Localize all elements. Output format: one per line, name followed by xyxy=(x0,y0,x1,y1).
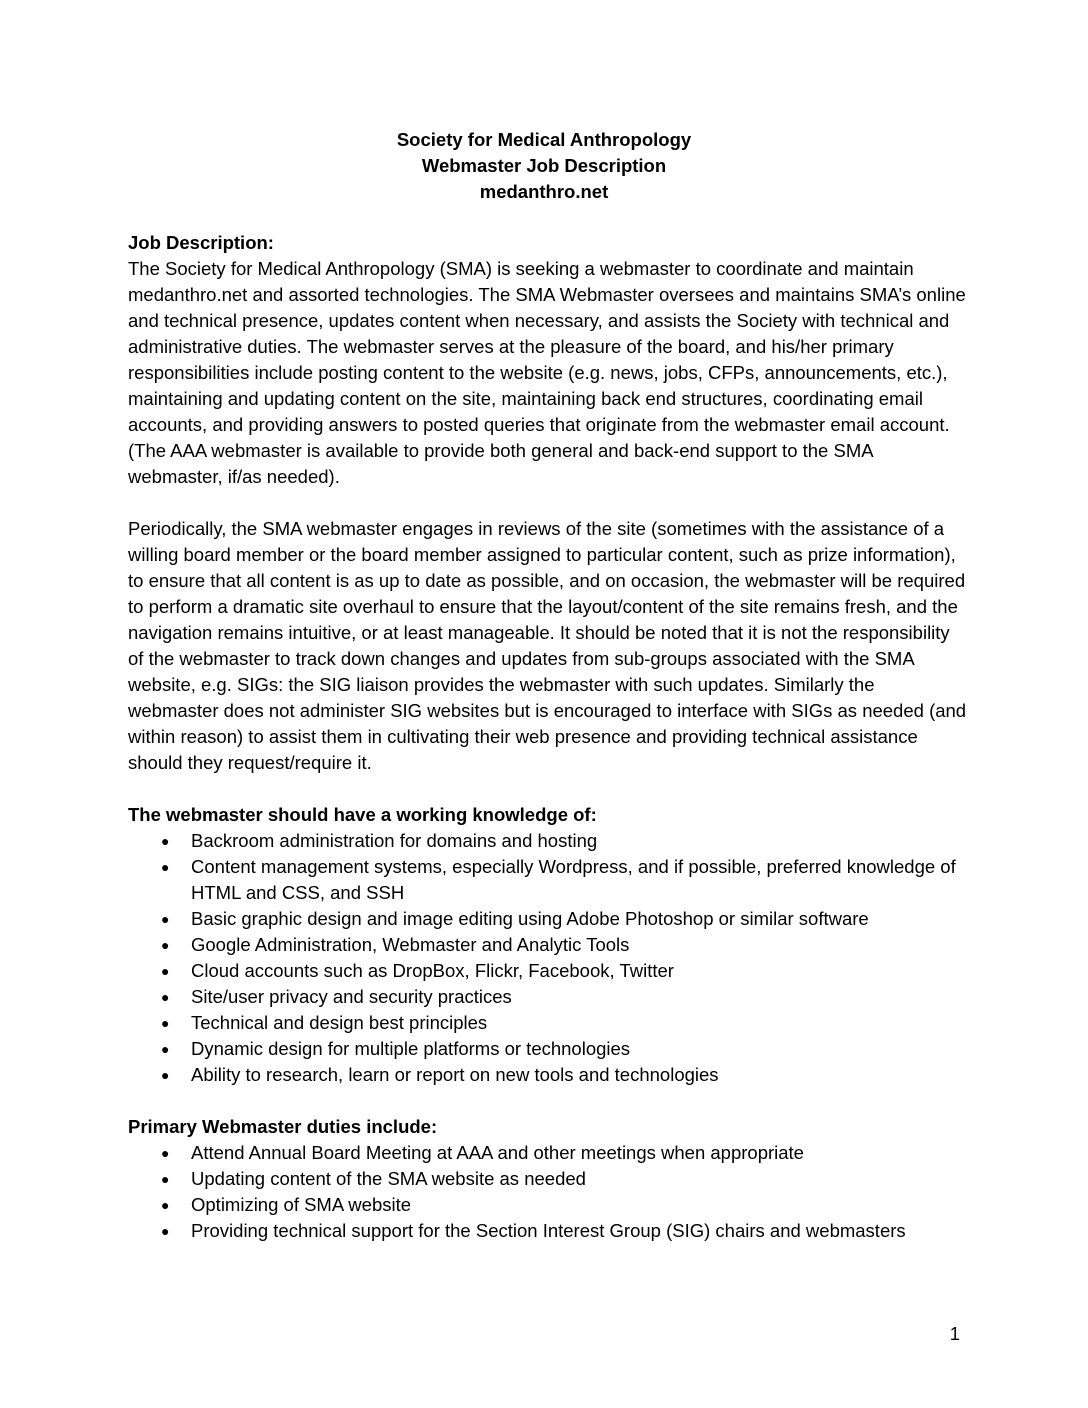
bullet-icon: ● xyxy=(161,1197,170,1213)
bullet-icon: ● xyxy=(161,833,170,849)
list-item-text: Ability to research, learn or report on new tools and technologies xyxy=(191,1064,719,1085)
list-item-text: Cloud accounts such as DropBox, Flickr, Facebook, Twitter xyxy=(191,960,674,981)
list-item-text: Optimizing of SMA website xyxy=(191,1194,412,1215)
list-item xyxy=(128,1218,968,1244)
list-item xyxy=(128,1192,968,1218)
list-item xyxy=(128,958,968,984)
list-item-text: Technical and design best principles xyxy=(191,1012,488,1033)
list-item-text: Basic graphic design and image editing using Adobe Photoshop or similar software xyxy=(191,908,869,929)
list-item xyxy=(128,1062,968,1088)
bullet-icon: ● xyxy=(161,1015,170,1031)
bullet-icon: ● xyxy=(161,1171,170,1187)
header-subtitle: Webmaster Job Description xyxy=(421,155,667,176)
list-item-text: Content management systems, especially Wordpress, and if possible, preferred knowledge of HTML and CSS, and SSH xyxy=(191,856,956,903)
list-item-text: Attend Annual Board Meeting at AAA and other meetings when appropriate xyxy=(191,1142,804,1163)
bullet-icon: ● xyxy=(161,1223,170,1239)
job-description-paragraph-1: The Society for Medical Anthropology (SMA) is seeking a webmaster to coordinate and maintain medanthro.net and assorted technologies. The SMA Webmaster oversees and maintains SMA’s online and technical presence, updates content when necessary, and assists the Society with technical and administrative duties. The webmaster serves at the pleasure of the board, and his/her primary responsibilities include posting content to the website (e.g. news, jobs, CFPs, announcements, etc.), maintaining and updating content on the site, maintaining back end structures, coordinating email accounts, and providing answers to posted queries that originate from the webmaster email account. (The AAA webmaster is available to provide both general and back-end support to the SMA webmaster, if/as needed). xyxy=(128,258,966,487)
bullet-icon: ● xyxy=(161,937,170,953)
list-item xyxy=(128,932,968,958)
bullet-icon: ● xyxy=(161,963,170,979)
document-header xyxy=(0,127,1088,205)
list-item xyxy=(128,906,968,932)
knowledge-list xyxy=(128,828,968,1088)
bullet-icon: ● xyxy=(161,1067,170,1083)
job-description-heading: Job Description: xyxy=(128,232,274,253)
list-item xyxy=(128,1010,968,1036)
bullet-icon: ● xyxy=(161,989,170,1005)
list-item-text: Dynamic design for multiple platforms or technologies xyxy=(191,1038,631,1059)
list-item xyxy=(128,828,968,854)
list-item xyxy=(128,854,968,906)
list-item-text: Site/user privacy and security practices xyxy=(191,986,512,1007)
bullet-icon: ● xyxy=(161,1145,170,1161)
list-item-text: Updating content of the SMA website as needed xyxy=(191,1168,586,1189)
list-item xyxy=(128,984,968,1010)
spacer xyxy=(128,776,968,802)
spacer xyxy=(128,1088,968,1114)
spacer xyxy=(128,490,968,516)
list-item-text: Backroom administration for domains and hosting xyxy=(191,830,598,851)
bullet-icon: ● xyxy=(161,1041,170,1057)
list-item xyxy=(128,1140,968,1166)
duties-list xyxy=(128,1140,968,1244)
header-title: Society for Medical Anthropology xyxy=(396,129,692,150)
job-description-paragraph-2: Periodically, the SMA webmaster engages in reviews of the site (sometimes with the assistance of a willing board member or the board member assigned to particular content, such as prize information), to ensure that all content is as up to date as possible, and on occasion, the webmaster will be required to perform a dramatic site overhaul to ensure that the layout/content of the site remains fresh, and the navigation remains intuitive, or at least manageable. It should be noted that it is not the responsibility of the webmaster to track down changes and updates from sub-groups associated with the SMA website, e.g. SIGs: the SIG liaison provides the webmaster with such updates. Similarly the webmaster does not administer SIG websites but is encouraged to interface with SIGs as needed (and within reason) to assist them in cultivating their web presence and providing technical assistance should they request/require it. xyxy=(128,518,967,773)
list-item xyxy=(128,1036,968,1062)
list-item xyxy=(128,1166,968,1192)
page-number: 1 xyxy=(949,1323,960,1344)
document-body xyxy=(128,230,968,1244)
list-item-text: Providing technical support for the Section Interest Group (SIG) chairs and webmasters xyxy=(191,1220,906,1241)
knowledge-heading: The webmaster should have a working knowledge of: xyxy=(128,804,597,825)
bullet-icon: ● xyxy=(161,911,170,927)
bullet-icon: ● xyxy=(161,859,170,875)
duties-heading: Primary Webmaster duties include: xyxy=(128,1116,438,1137)
list-item-text: Google Administration, Webmaster and Analytic Tools xyxy=(191,934,630,955)
header-website: medanthro.net xyxy=(479,181,609,202)
